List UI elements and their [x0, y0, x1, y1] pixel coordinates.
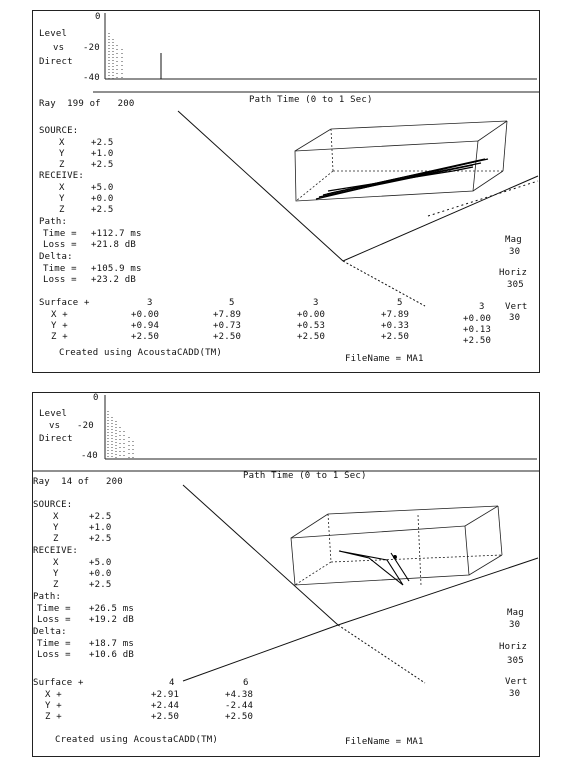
credit-text: Created using AcoustaCADD(TM)	[55, 735, 218, 745]
y-cell: +0.94	[131, 321, 160, 331]
delta-time-label: Time =	[43, 264, 77, 274]
surface-cell: 4	[169, 678, 175, 688]
surface-cell: 3	[479, 302, 485, 312]
histogram-axis-label: Path Time (0 to 1 Sec)	[249, 95, 373, 105]
x-cell: +0.00	[297, 310, 326, 320]
receive-y-value: +0.0	[89, 569, 112, 579]
histogram-vs-label: vs	[49, 421, 61, 431]
delta-label: Delta:	[39, 252, 73, 262]
surface-cell: 3	[147, 298, 153, 308]
path-loss-value: +19.2 dB	[89, 615, 134, 625]
source-y-value: +1.0	[89, 523, 112, 533]
histogram-tick-minus40: -40	[83, 73, 100, 83]
delta-label: Delta:	[33, 627, 67, 637]
path-loss-label: Loss =	[43, 240, 77, 250]
y-cell: +0.13	[463, 325, 492, 335]
receive-y-value: +0.0	[91, 194, 114, 204]
source-z-value: +2.5	[89, 534, 112, 544]
source-label: SOURCE:	[33, 500, 73, 510]
source-x-label: X	[59, 138, 65, 148]
histogram-tick-0: 0	[95, 12, 101, 22]
ray-counter: Ray 199 of 200	[39, 99, 135, 109]
horiz-value: 305	[507, 280, 524, 290]
receive-x-label: X	[59, 183, 65, 193]
path-label: Path:	[39, 217, 68, 227]
histogram-vs-label: vs	[53, 43, 65, 53]
z-cell: +2.50	[151, 712, 180, 722]
delta-time-value: +18.7 ms	[89, 639, 134, 649]
surface-cell: 3	[313, 298, 319, 308]
ray-counter: Ray 14 of 200	[33, 477, 123, 487]
vert-value: 30	[509, 689, 521, 699]
ray-path-2	[339, 551, 409, 585]
histogram-bars-1	[109, 33, 161, 79]
source-z-label: Z	[59, 160, 65, 170]
z-cell: +2.50	[381, 332, 410, 342]
receive-z-label: Z	[53, 580, 59, 590]
z-cell: +2.50	[463, 336, 492, 346]
horiz-label: Horiz	[499, 268, 528, 278]
room-box-2	[291, 506, 502, 585]
vert-value: 30	[509, 313, 521, 323]
z-cell: +2.50	[131, 332, 160, 342]
path-label: Path:	[33, 592, 62, 602]
surface-cell: 5	[397, 298, 403, 308]
coordinate-axes-2	[183, 485, 538, 683]
z-row-label: Z +	[45, 712, 62, 722]
receive-z-value: +2.5	[91, 205, 114, 215]
path-time-label: Time =	[37, 604, 71, 614]
source-label: SOURCE:	[39, 126, 79, 136]
x-cell: +7.89	[381, 310, 410, 320]
receive-x-value: +5.0	[91, 183, 114, 193]
y-cell: +0.73	[213, 321, 242, 331]
y-cell: +0.33	[381, 321, 410, 331]
horiz-label: Horiz	[499, 642, 528, 652]
delta-time-label: Time =	[37, 639, 71, 649]
ray-path-1	[316, 159, 488, 199]
x-row-label: X +	[45, 690, 62, 700]
surface-cell: 6	[243, 678, 249, 688]
x-cell: +7.89	[213, 310, 242, 320]
filename-text: FileName = MA1	[345, 354, 424, 364]
receive-x-label: X	[53, 558, 59, 568]
coordinate-axes-1	[178, 111, 538, 306]
delta-loss-label: Loss =	[37, 650, 71, 660]
histogram-axis-label: Path Time (0 to 1 Sec)	[243, 471, 367, 481]
x-row-label: X +	[51, 310, 68, 320]
filename-text: FileName = MA1	[345, 737, 424, 747]
receive-y-label: Y	[59, 194, 65, 204]
delta-loss-value: +10.6 dB	[89, 650, 134, 660]
delta-loss-value: +23.2 dB	[91, 275, 136, 285]
z-cell: +2.50	[213, 332, 242, 342]
y-cell: -2.44	[225, 701, 254, 711]
receive-y-label: Y	[53, 569, 59, 579]
surface-cell: 5	[229, 298, 235, 308]
histogram-direct-label: Direct	[39, 57, 73, 67]
source-x-label: X	[53, 512, 59, 522]
ray-trace-panel-1	[32, 10, 540, 373]
histogram-bars-2	[108, 411, 133, 459]
histogram-tick-minus40: -40	[81, 451, 98, 461]
horiz-value: 305	[507, 656, 524, 666]
path-time-value: +112.7 ms	[91, 229, 142, 239]
y-cell: +2.44	[151, 701, 180, 711]
x-cell: +0.00	[131, 310, 160, 320]
path-loss-value: +21.8 dB	[91, 240, 136, 250]
surface-row-label: Surface +	[33, 678, 84, 688]
mag-value: 30	[509, 620, 521, 630]
receive-x-value: +5.0	[89, 558, 112, 568]
histogram-tick-0: 0	[93, 393, 99, 403]
surface-row-label: Surface +	[39, 298, 90, 308]
z-cell: +2.50	[297, 332, 326, 342]
source-y-label: Y	[59, 149, 65, 159]
mag-label: Mag	[505, 235, 522, 245]
mag-value: 30	[509, 247, 521, 257]
z-row-label: Z +	[51, 332, 68, 342]
source-z-label: Z	[53, 534, 59, 544]
histogram-level-label: Level	[39, 29, 68, 39]
receive-label: RECEIVE:	[39, 171, 84, 181]
source-y-value: +1.0	[91, 149, 114, 159]
delta-loss-label: Loss =	[43, 275, 77, 285]
path-time-value: +26.5 ms	[89, 604, 134, 614]
delta-time-value: +105.9 ms	[91, 264, 142, 274]
ray-trace-panel-2	[32, 392, 540, 757]
z-cell: +2.50	[225, 712, 254, 722]
vert-label: Vert	[505, 302, 528, 312]
histogram-tick-minus20: -20	[77, 421, 94, 431]
y-row-label: Y +	[51, 321, 68, 331]
y-cell: +0.53	[297, 321, 326, 331]
receive-z-label: Z	[59, 205, 65, 215]
source-x-value: +2.5	[91, 138, 114, 148]
source-z-value: +2.5	[91, 160, 114, 170]
histogram-tick-minus20: -20	[83, 43, 100, 53]
x-cell: +4.38	[225, 690, 254, 700]
mag-label: Mag	[507, 608, 524, 618]
histogram-level-label: Level	[39, 409, 68, 419]
credit-text: Created using AcoustaCADD(TM)	[59, 348, 222, 358]
source-y-label: Y	[53, 523, 59, 533]
x-cell: +0.00	[463, 314, 492, 324]
histogram-direct-label: Direct	[39, 434, 73, 444]
x-cell: +2.91	[151, 690, 180, 700]
source-x-value: +2.5	[89, 512, 112, 522]
receive-label: RECEIVE:	[33, 546, 78, 556]
receive-z-value: +2.5	[89, 580, 112, 590]
path-loss-label: Loss =	[37, 615, 71, 625]
vert-label: Vert	[505, 677, 528, 687]
path-time-label: Time =	[43, 229, 77, 239]
y-row-label: Y +	[45, 701, 62, 711]
